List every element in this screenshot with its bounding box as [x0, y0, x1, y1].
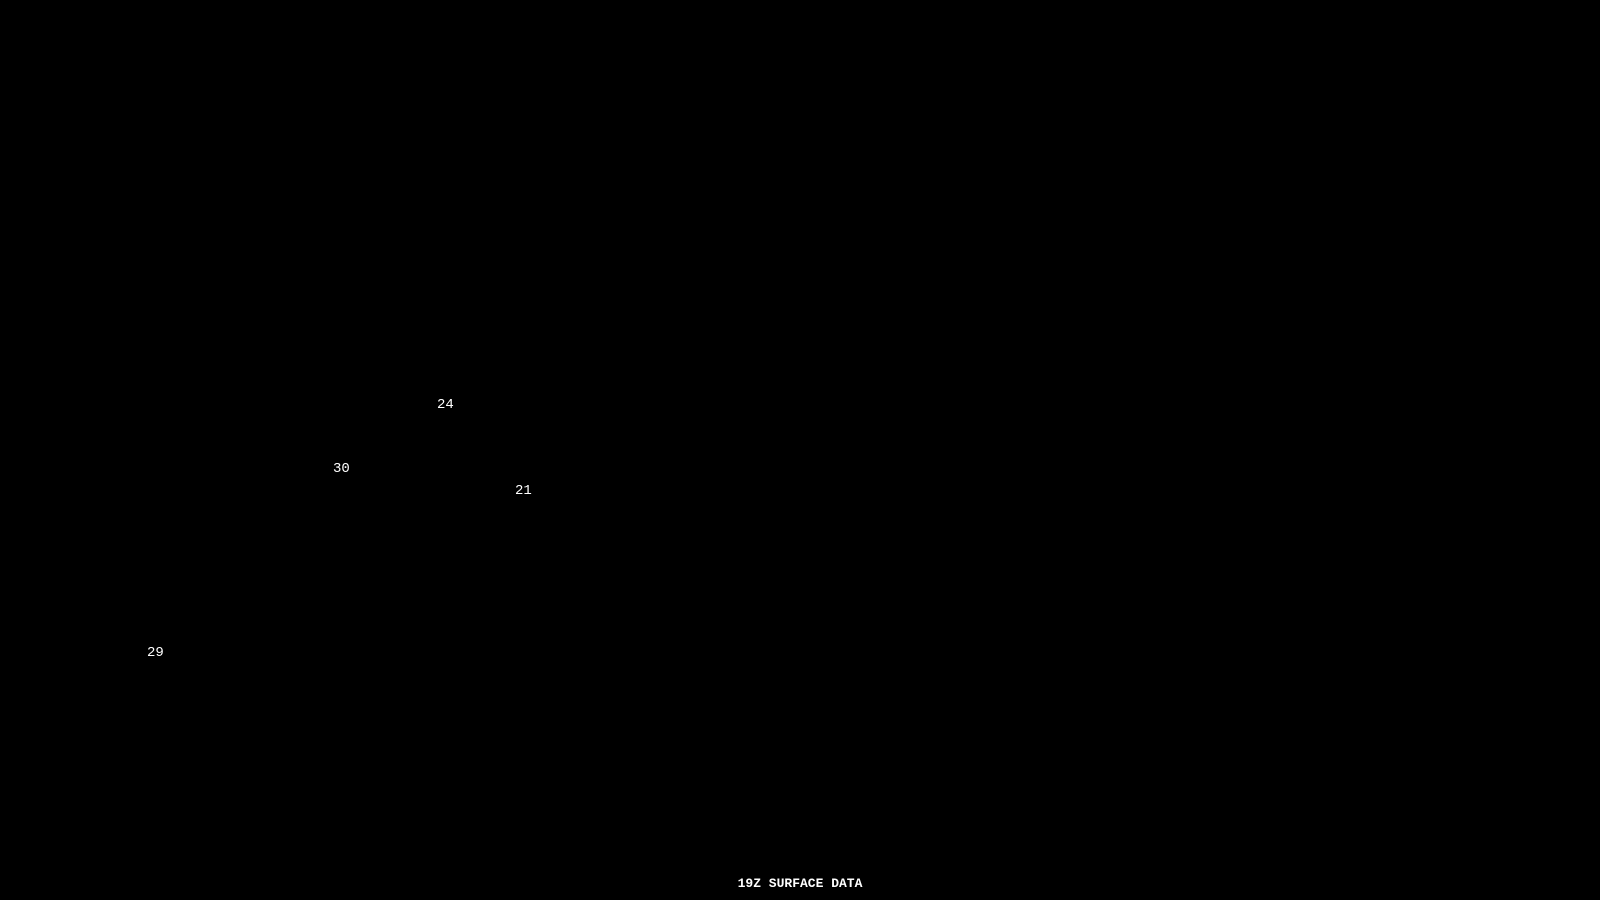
station-temperature-value: 21	[515, 483, 532, 499]
station-temperature-value: 24	[437, 397, 454, 413]
station-temperature-value: 29	[147, 645, 164, 661]
station-temperature-value: 30	[333, 461, 350, 477]
product-caption: 19Z SURFACE DATA	[737, 876, 863, 891]
